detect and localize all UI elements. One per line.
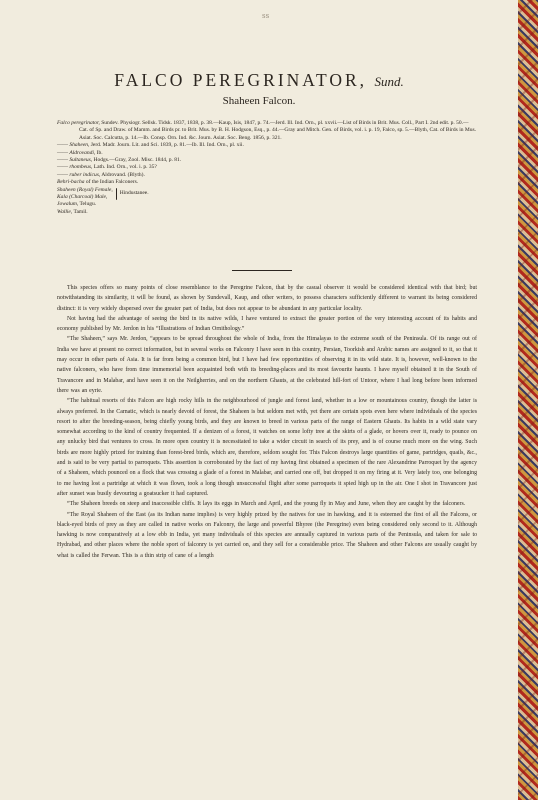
synonym-list [57,120,477,187]
synonym-reference: Sundev. Physiogr. Sellsk. Tidsk. 1837, 1838, p. 38.—Kaup, Isis, 1847, p. 74.—Jerd. Ill. Ind. Orn., pl. xxvii.—List of Birds in Brit. Mus. Coll., Part I. 2nd edit. p. 50.—Cat. of Sp. and Draw. of Mamm. and Birds pr. to Brit. Mus. by B. H. Hodgson, Esq., p. 44.—Gray and Mitch. Gen. of Birds, vol. i. p. 19, Falco, sp. 5.—Blyth, Cat. of Birds in Mus. Asiat. Soc. Calcutta, p. 14.—Ib. Consp. Orn. Ind. &c. Journ. Asiat. Soc. Beng. 1856, p. 321. [79,120,477,141]
synonym-reference: of the Indian Falconers. [85,179,139,186]
vernacular-name: Wallie, [57,208,73,215]
body-paragraph: Not having had the advantage of seeing the bird in its native wilds, I have ventured to extract the greater portion of the very interesting account of its habits and economy published by Mr. Jerdon in his “Illustrations of Indian Ornithology.” [57,315,477,333]
marbled-page-edge [518,0,538,800]
hindustanee-name-female: Shaheen (Royal) Female, [57,186,113,193]
species-name: FALCO PEREGRINATOR, [114,70,368,90]
synonymy-block [57,120,477,216]
hindustanee-name-list [57,187,113,202]
synonym-name: ruber indicus, [69,171,101,178]
language-label: Telugu. [79,201,97,208]
synonym-name: Behri-bacha [57,179,85,186]
synonym-entry [57,164,477,171]
telugu-name [57,201,477,208]
synonym-dash: —— [57,149,68,156]
synonym-reference: Aldrovand. (Blyth). [101,171,145,178]
synonym-reference: Hodgs.—Gray, Zool. Misc. 1844, p. 81. [93,157,182,164]
body-paragraph: This species offers so many points of close resemblance to the Peregrine Falcon, that by the casual observer it would be considered identical with that bird; but notwithstanding its similarity, it will be found, as shown by Sundevall, Kaup, and other writers, to possess characters sufficiently different to warrant its being considered distinct: it is very widely dispersed over the greater part of India, but does not appear to be abundant in any particular locality. [57,285,477,312]
synonym-name: Aldrovandi, [69,149,96,156]
body-paragraph: “The habitual resorts of this Falcon are high rocky hills in the neighbourhood of jungle and forest land, whether in a low or mountainous country, though the latter is always preferred. In the Carnatic, which is nearly devoid of forest, the Shaheen is but seldom met with, yet there are certain spots even here where individuals of the species resort to after the breeding-season, being chiefly young birds, and they are known to breed in various parts of the range of Eastern Ghauts. Its habits in a wild state vary somewhat according to the kind of country frequented. If a denizen of a forest, it watches on some lofty tree at the skirts of a glade, or hovers over it, ready to pounce on any unlucky bird that ventures to cross. In more open country it is necessitated to take a wider circuit in search of its prey, and is of course much more on the wing. Such birds are more highly prized for training than forest-bred birds, which are, therefore, seldom sought for. This Falcon destroys large quantities of game, partridges, quails, &c., and is said to be very partial to parroquets. This assertion is corroborated by the fact of my having first obtained a specimen of the rare Alexandrine Parroquet by the agency of a Shaheen, which pounced on a flock that was crossing a glade of a forest in Malabar, and carried one off, but dropped it on my firing at it. Very lately too, one belonging to me having lost a partridge at which it was flown, took a long though unsuccessful flight after some parroquets it spied high up in the air. One I shot in Travancore just after sunset was busily devouring a goatsucker it had captured. [57,398,477,497]
hindustanee-name-male: Kala (Charcoal) Male, [57,194,108,201]
language-label: Hindustanee. [119,190,149,197]
synonym-entry [57,142,477,149]
synonym-dash: —— [57,157,68,164]
body-paragraph: “The Shaheen breeds on steep and inaccessible cliffs. It lays its eggs in March and April, and the young fly in May and June, when they are caught by the falconers. [67,501,466,508]
synonym-entry [57,120,477,142]
page-mark: ss [262,12,270,20]
synonym-dash: —— [57,164,68,171]
synonym-entry [57,150,477,157]
species-title [0,70,518,91]
synonym-dash: —— [57,171,68,178]
body-paragraph: “The Royal Shaheen of the East (as its Indian name implies) is very highly prized by the natives for use in hawking, and it is esteemed the first of all the Falcons, or black-eyed birds of prey as they are called in native works on Falconry, the large and powerful Bhyree (the Peregrine) even being considered only second to it. Although hawking is now comparatively at a low ebb in India, yet many individuals of this species are annually captured in various parts of the Peninsula, and taken for sale to Hydrabad, and other places where the noble sport of falconry is yet carried on, and they sell for a considerable price. The Shaheen and other Falcons are usually caught by what is called the Ferwan. This is a thin strip of cane of a length [57,511,477,559]
section-divider [232,270,292,271]
synonym-name: Shaheen, [69,142,90,149]
body-paragraph: “The Shaheen,” says Mr. Jerdon, “appears to be spread throughout the whole of India, from the Himalayas to the extreme south of the Peninsula. Of its range out of India we have at present no correct information, but in several works on Falconry I have seen in this country, Persian, Toorkish and Arabic names are assigned to it, so that it may occur in other parts of Asia. It is far from being a common bird, but I have had few opportunities of observing it in its wild state. It is, however, well-known to the native falconers, who have from time immemorial been acquainted both with its breeding-places and its most favourite haunts. I have myself obtained it in the South of Travancore and in Malabar, and have seen it on the Neilgherries, and on the northern Ghauts, at the celebrated hill-fort of Untoor, where I had long before been informed there was an eyrie. [57,336,477,394]
common-name: Shaheen Falcon. [222,95,296,107]
hindustanee-names [57,187,477,202]
synonym-reference: Lath. Ind. Orn., vol. i. p. 35? [93,164,157,171]
synonym-name: Sultaneus, [69,157,93,164]
synonym-reference: Ib. [96,149,103,156]
synonym-dash: —— [57,142,68,149]
synonym-entry [57,179,477,186]
synonym-entry [57,157,477,164]
synonym-name: Falco peregrinator, [57,120,100,126]
species-author: Sund. [374,74,404,89]
tamil-name [57,209,477,216]
synonym-reference: Jerd. Madr. Journ. Lit. and Sci. 1839, p. 81.—Ib. Ill. Ind. Orn., pl. xii. [90,142,244,149]
brace [116,188,117,200]
synonym-name: rhombeus, [69,164,93,171]
language-label: Tamil. [73,208,88,215]
vernacular-name: Jowalum, [57,201,79,208]
body-text [57,283,477,561]
